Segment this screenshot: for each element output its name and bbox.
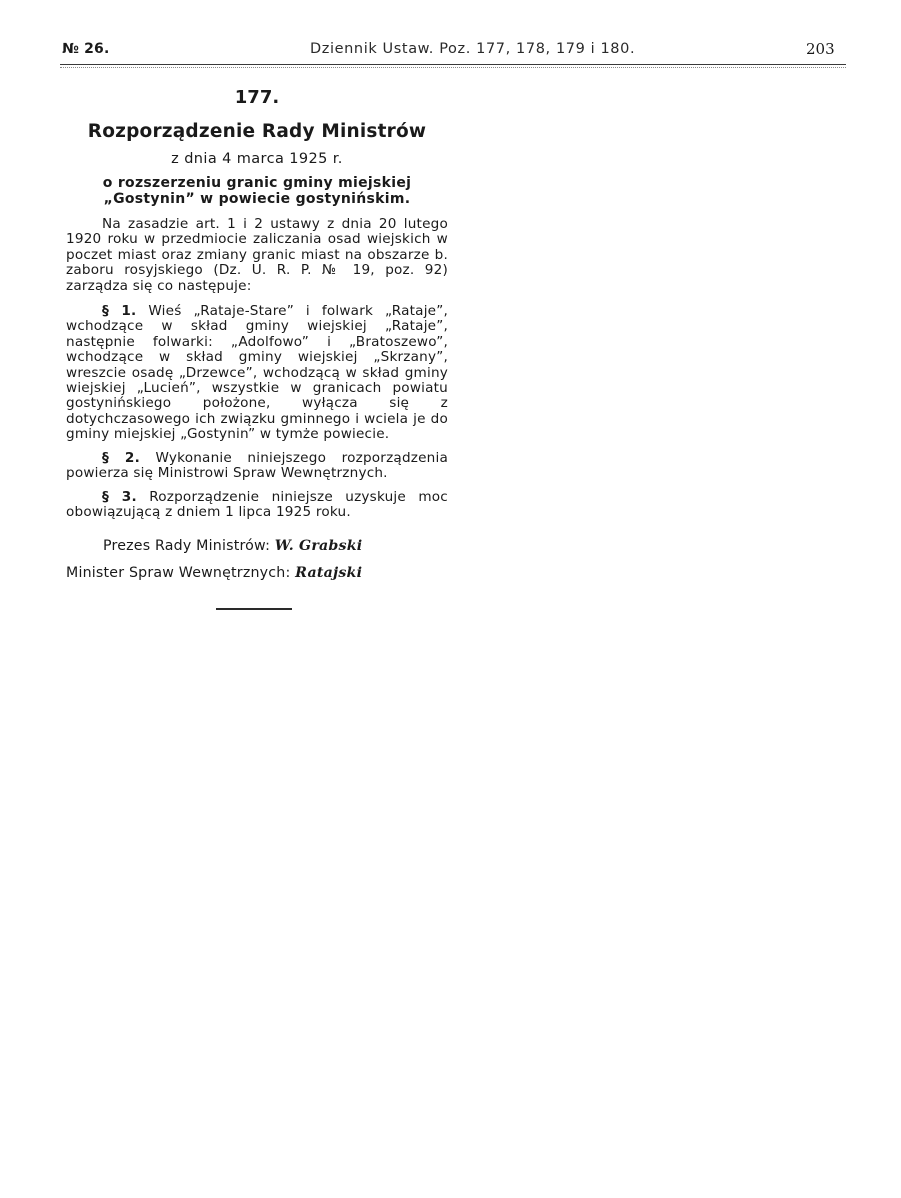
signature-name: Ratajski bbox=[295, 565, 363, 582]
journal-title: Dziennik Ustaw. Poz. 177, 178, 179 i 180. bbox=[310, 41, 636, 57]
section-3-text: Rozporządzenie niniejsze uzyskuje moc obowiązującą z dniem 1 lipca 1925 roku. bbox=[66, 488, 448, 520]
act-title: Rozporządzenie Rady Ministrów bbox=[87, 121, 427, 142]
header-rule-dotted bbox=[60, 67, 846, 68]
act-date: z dnia 4 marca 1925 r. bbox=[171, 151, 343, 167]
end-rule bbox=[216, 608, 292, 610]
signature-prime-minister bbox=[66, 536, 448, 556]
issue-number: № 26. bbox=[62, 41, 110, 57]
act-number: 177. bbox=[234, 87, 280, 108]
section-2 bbox=[66, 451, 448, 482]
section-1-mark: § 1. bbox=[102, 303, 137, 320]
act-preamble: Na zasadzie art. 1 i 2 ustawy z dnia 20 lutego 1920 roku w przedmiocie zaliczania osad wiejskich w poczet miast oraz zmiany granic miast na obszarze b. zaboru rosyjskiego (Dz. U. R. P. № 19, poz. 92) zarządza się co następuje: bbox=[66, 216, 448, 294]
act-subject: o rozszerzeniu granic gminy miejskiej „Gostynin” w powiecie gostynińskim. bbox=[102, 175, 412, 207]
section-1-text: Wieś „Rataje-Stare” i folwark „Rataje”, wchodzące w skład gminy wiejskiej „Rataje”, następnie folwarki: „Adolfowo” i „Bratoszewo”, wchodzące w skład gminy wiejskiej „Skrzany”, wreszcie osadę „Drzewce”, wchodzącą w skład gminy wiejskiej „Lucień”, wszystkie w granicach powiatu gostynińskiego położone, wyłącza się z dotychczasowego ich związku gminnego i wciela je do gminy miejskiej „Gostynin” w tymże powiecie. bbox=[66, 303, 448, 443]
act-column bbox=[66, 82, 448, 583]
section-2-text: Wykonanie niniejszego rozporządzenia powierza się Ministrowi Spraw Wewnętrznych. bbox=[66, 449, 448, 482]
section-2-mark: § 2. bbox=[102, 449, 140, 466]
header-rule bbox=[60, 64, 846, 65]
page-number: 203 bbox=[806, 40, 835, 58]
section-1 bbox=[66, 304, 448, 443]
signature-interior-minister bbox=[66, 563, 448, 583]
signature-role: Minister Spraw Wewnętrznych: bbox=[66, 565, 291, 582]
section-3 bbox=[66, 490, 448, 521]
signature-role: Prezes Rady Ministrów: bbox=[103, 538, 271, 555]
signature-name: W. Grabski bbox=[274, 538, 363, 555]
section-3-mark: § 3. bbox=[102, 488, 137, 505]
